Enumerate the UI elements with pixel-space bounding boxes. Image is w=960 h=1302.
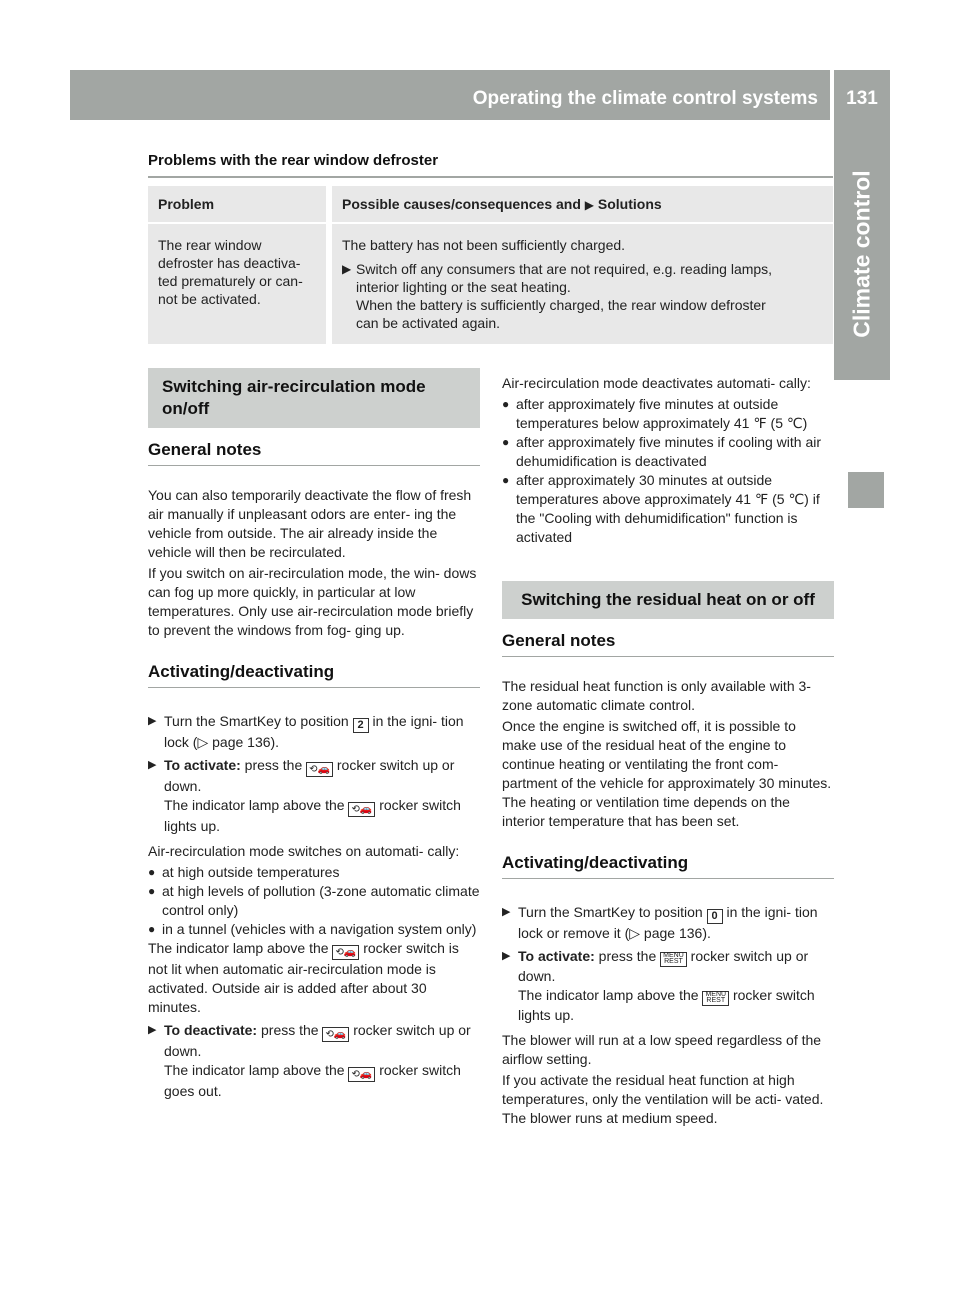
- page-reference-link[interactable]: page 136).: [643, 925, 711, 941]
- solution-line: interior lighting or the seat heating.: [356, 279, 571, 295]
- arrow-icon: ▶: [502, 950, 511, 962]
- header-bar: [70, 70, 830, 120]
- page-reference-link[interactable]: page 136).: [212, 734, 280, 750]
- arrow-icon: ▶: [502, 906, 511, 918]
- list-item-text: at high levels of pollution (3-zone automatic climate control only): [162, 883, 480, 918]
- residual-paragraph: The residual heat function is only available with 3-zone automatic climate control.: [502, 678, 811, 713]
- car-recirculation-icon: ⟲🚗: [348, 1067, 375, 1082]
- menu-rest-icon: [660, 952, 687, 967]
- instruction-text: rocker switch lights up.: [518, 987, 815, 1023]
- problem-line: ted prematurely or can-: [158, 273, 303, 289]
- page-number: 131: [834, 70, 890, 120]
- instruction-text: rocker switch up or down.: [164, 757, 455, 794]
- auto-off-intro: Air-recirculation mode deactivates automati- cally:: [502, 375, 811, 391]
- header-title: Operating the climate control systems: [472, 88, 818, 109]
- key-position-icon: 2: [353, 718, 369, 733]
- solution-cell: [332, 222, 833, 344]
- solutions-column-header: [332, 186, 833, 222]
- instruction-step: [502, 947, 834, 1025]
- page-ref-icon: ▷: [197, 734, 209, 750]
- problem-table: [148, 186, 833, 344]
- instruction-text: Turn the SmartKey to position: [164, 713, 349, 729]
- arrow-icon: ▶: [342, 262, 352, 276]
- general-notes-heading: General notes: [148, 440, 480, 466]
- solution-line: can be activated again.: [356, 315, 500, 331]
- activating-heading: Activating/deactivating: [502, 853, 834, 879]
- arrow-icon: ▶: [148, 1024, 157, 1036]
- residual-heat-section-heading: Switching the residual heat on or off: [502, 581, 834, 619]
- left-column: [148, 368, 480, 1101]
- table-title-rule: [148, 176, 833, 178]
- solutions-header-text: Possible causes/consequences and: [342, 196, 581, 212]
- general-notes-paragraph: You can also temporarily deactivate the flow of fresh air manually if unpleasant odors are enter- ing the vehicle from outside. The air already inside the vehicle will then be recirculated.: [148, 487, 472, 560]
- list-item: [148, 863, 480, 882]
- instruction-text: rocker switch goes out.: [164, 1062, 461, 1099]
- side-marker: [848, 472, 884, 508]
- general-notes-heading: General notes: [502, 631, 834, 657]
- cause-text: The battery has not been sufficiently charged.: [342, 237, 626, 253]
- right-column: [502, 374, 834, 1130]
- car-recirculation-icon: ⟲🚗: [306, 762, 333, 777]
- problem-line: defroster has deactiva-: [158, 255, 301, 271]
- bullet-icon: ●: [502, 397, 510, 411]
- instruction-label: To activate:: [164, 757, 241, 773]
- list-item: [148, 920, 480, 939]
- instruction-step: [148, 756, 480, 836]
- arrow-icon: ▶: [584, 198, 595, 212]
- activating-heading: Activating/deactivating: [148, 662, 480, 688]
- problem-column-header: Problem: [148, 186, 332, 222]
- instruction-text: Turn the SmartKey to position: [518, 904, 703, 920]
- arrow-icon: ▶: [148, 715, 157, 727]
- bullet-icon: ●: [502, 435, 510, 449]
- bullet-icon: ●: [148, 865, 156, 879]
- recirculation-heading-line: on/off: [162, 399, 210, 418]
- car-recirculation-icon: ⟲🚗: [348, 802, 375, 817]
- general-notes-paragraph: If you switch on air-recirculation mode, the win- dows can fog up more quickly, in particular at low temperatures. Only use air-recirculation mode briefly to prevent the windows from fog- ging up.: [148, 565, 477, 638]
- recirculation-section-heading: [148, 368, 480, 428]
- list-item: [502, 471, 834, 547]
- list-item-text: after approximately five minutes if cooling with air dehumidification is deactivated: [516, 434, 822, 469]
- bullet-icon: ●: [502, 473, 510, 487]
- auto-on-intro: Air-recirculation mode switches on automati- cally:: [148, 843, 460, 859]
- page-ref-icon: ▷: [629, 925, 641, 941]
- car-recirculation-icon: ⟲🚗: [332, 945, 359, 960]
- menu-rest-icon-top: MENU: [663, 952, 684, 959]
- note-text: The indicator lamp above the: [148, 940, 329, 956]
- instruction-text: rocker switch lights up.: [164, 797, 461, 834]
- note-text: rocker switch is not lit when automatic air-recirculation mode is activated. Outside air is added after about 30 minutes.: [148, 940, 459, 1015]
- list-item: [502, 433, 834, 471]
- residual-paragraph: If you activate the residual heat function at high temperatures, only the ventilation will be acti- vated. The blower runs at medium speed.: [502, 1072, 824, 1126]
- problem-line: not be activated.: [158, 291, 261, 307]
- bullet-icon: ●: [148, 884, 156, 898]
- key-position-icon: 0: [707, 909, 723, 924]
- menu-rest-icon-bottom: REST: [706, 997, 726, 1004]
- indicator-lamp-note: [148, 939, 480, 1017]
- car-recirculation-icon: ⟲🚗: [322, 1027, 349, 1042]
- table-title: Problems with the rear window defroster: [148, 152, 439, 169]
- bullet-icon: ●: [148, 922, 156, 936]
- menu-rest-icon: [702, 991, 729, 1006]
- instruction-text: rocker switch up or down.: [164, 1022, 471, 1059]
- instruction-label: To deactivate:: [164, 1022, 258, 1038]
- instruction-text: The indicator lamp above the: [518, 987, 699, 1003]
- instruction-text: The indicator lamp above the: [164, 1062, 345, 1078]
- instruction-text: in the igni- tion lock (: [164, 713, 464, 750]
- residual-paragraph: The blower will run at a low speed regardless of the airflow setting.: [502, 1032, 822, 1067]
- instruction-text: The indicator lamp above the: [164, 797, 345, 813]
- problem-cell: [148, 222, 332, 344]
- instruction-step: [148, 1021, 480, 1101]
- recirculation-heading-line: Switching air-recirculation mode: [162, 377, 426, 396]
- residual-paragraph: Once the engine is switched off, it is possible to make use of the residual heat of the engine to continue heating or ventilating the front com- partment of the vehicle for approximately 30 minutes. The heating or ventilation time depends on the interior temperature that has been set.: [502, 718, 832, 829]
- list-item: [148, 882, 480, 920]
- menu-rest-icon-bottom: REST: [664, 958, 683, 965]
- solution-line: When the battery is sufficiently charged, the rear window defroster: [356, 297, 766, 313]
- list-item-text: in a tunnel (vehicles with a navigation system only): [162, 921, 477, 937]
- instruction-text: in the igni- tion lock or remove it (: [518, 904, 818, 941]
- instruction-text: press the: [598, 948, 657, 964]
- side-tab-label: Climate control: [848, 170, 875, 338]
- arrow-icon: ▶: [148, 759, 157, 771]
- list-item-text: after approximately 30 minutes at outside temperatures above approximately 41 ℉ (5 ℃) if the "Cooling with dehumidification" function is activated: [516, 472, 820, 545]
- solution-step: [342, 260, 823, 332]
- instruction-text: rocker switch up or down.: [518, 948, 809, 984]
- menu-rest-icon-top: MENU: [705, 991, 727, 998]
- instruction-text: press the: [244, 757, 303, 773]
- instruction-label: To activate:: [518, 948, 595, 964]
- list-item-text: at high outside temperatures: [162, 864, 340, 880]
- solution-line: Switch off any consumers that are not required, e.g. reading lamps,: [356, 261, 773, 277]
- instruction-step: [148, 712, 480, 752]
- solutions-header-label: Solutions: [597, 196, 662, 212]
- instruction-step: [502, 903, 834, 943]
- list-item-text: after approximately five minutes at outside temperatures below approximately 41 ℉ (5 ℃): [516, 396, 808, 431]
- list-item: [502, 395, 834, 433]
- problem-line: The rear window: [158, 237, 262, 253]
- instruction-text: press the: [261, 1022, 319, 1038]
